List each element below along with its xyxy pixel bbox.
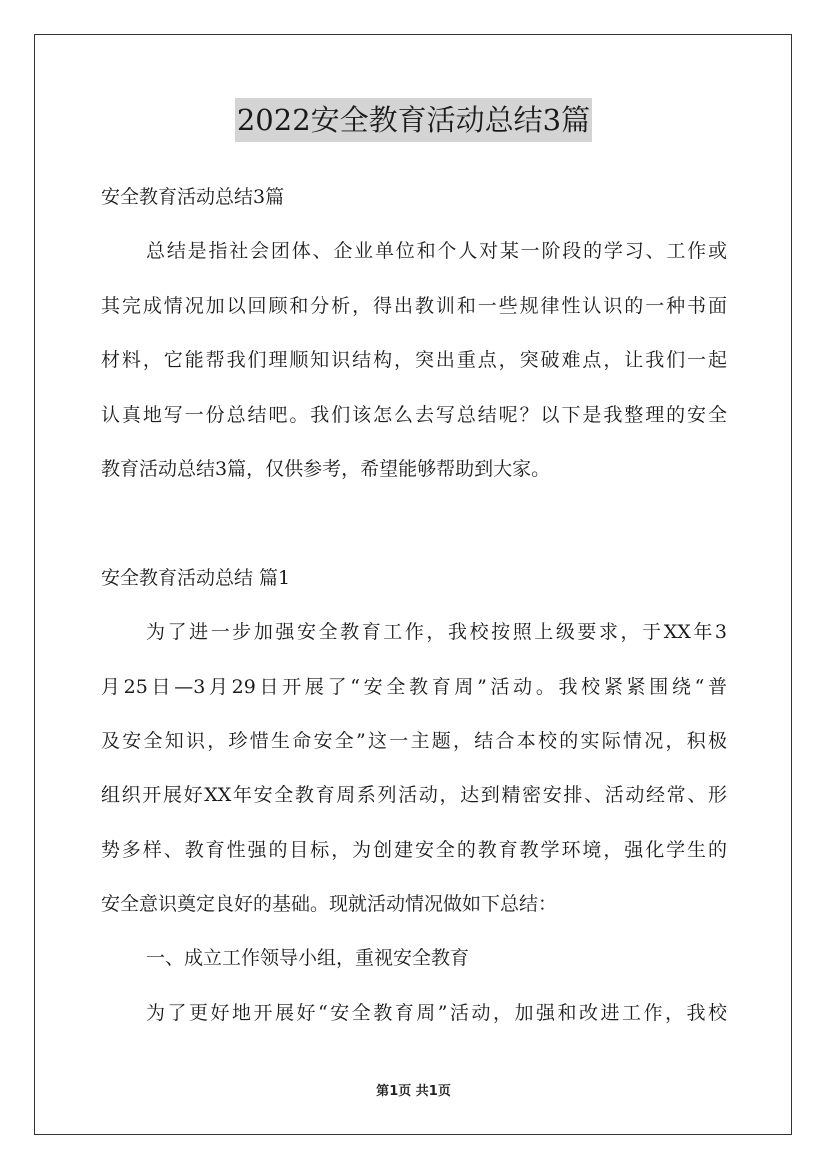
title-container [0, 98, 827, 142]
document-title: 2022安全教育活动总结3篇 [235, 98, 592, 142]
intro-line-1: 总结是指社会团体、企业单位和个人对某一阶段的学习、工作或 [146, 240, 727, 263]
intro-line-3: 材料，它能帮我们理顺知识结构，突出重点，突破难点，让我们一起 [101, 349, 727, 372]
section1-sub-heading: 一、成立工作领导小组，重视安全教育 [146, 947, 470, 970]
footer-page-number: 1 [389, 1084, 399, 1099]
footer-suffix: 页 [437, 1084, 451, 1099]
section1-heading: 安全教育活动总结 篇1 [101, 566, 291, 589]
section1-line-6: 安全意识奠定良好的基础。现就活动情况做如下总结： [101, 893, 558, 916]
footer-prefix: 第 [376, 1084, 390, 1099]
paragraph-spacer [101, 496, 727, 550]
section1-line-5: 势多样、教育性强的目标，为创建安全的教育教学环境，强化学生的 [101, 838, 727, 861]
section1-sub-line: 为了更好地开展好“安全教育周”活动，加强和改进工作，我校 [146, 1001, 727, 1024]
section1-line-4: 组织开展好XX年安全教育周系列活动，达到精密安排、活动经常、形 [101, 784, 727, 807]
section1-line-1: 为了进一步加强安全教育工作，我校按照上级要求，于XX年3 [146, 621, 727, 644]
footer-page-total: 1 [428, 1084, 438, 1099]
intro-line-2: 其完成情况加以回顾和分析，得出教训和一些规律性认识的一种书面 [101, 294, 727, 317]
intro-line-4: 认真地写一份总结吧。我们该怎么去写总结呢？以下是我整理的安全 [101, 403, 727, 426]
page-footer [0, 1083, 827, 1101]
section1-line-2: 月25日—3月29日开展了“安全教育周”活动。我校紧紧围绕“普 [101, 675, 727, 698]
document-subtitle: 安全教育活动总结3篇 [101, 186, 285, 208]
document-body [101, 170, 727, 1040]
footer-mid: 页 共 [398, 1084, 429, 1099]
section1-line-3: 及安全知识，珍惜生命安全”这一主题，结合本校的实际情况，积极 [101, 729, 727, 752]
intro-line-5: 教育活动总结3篇，仅供参考，希望能够帮助到大家。 [101, 457, 551, 480]
